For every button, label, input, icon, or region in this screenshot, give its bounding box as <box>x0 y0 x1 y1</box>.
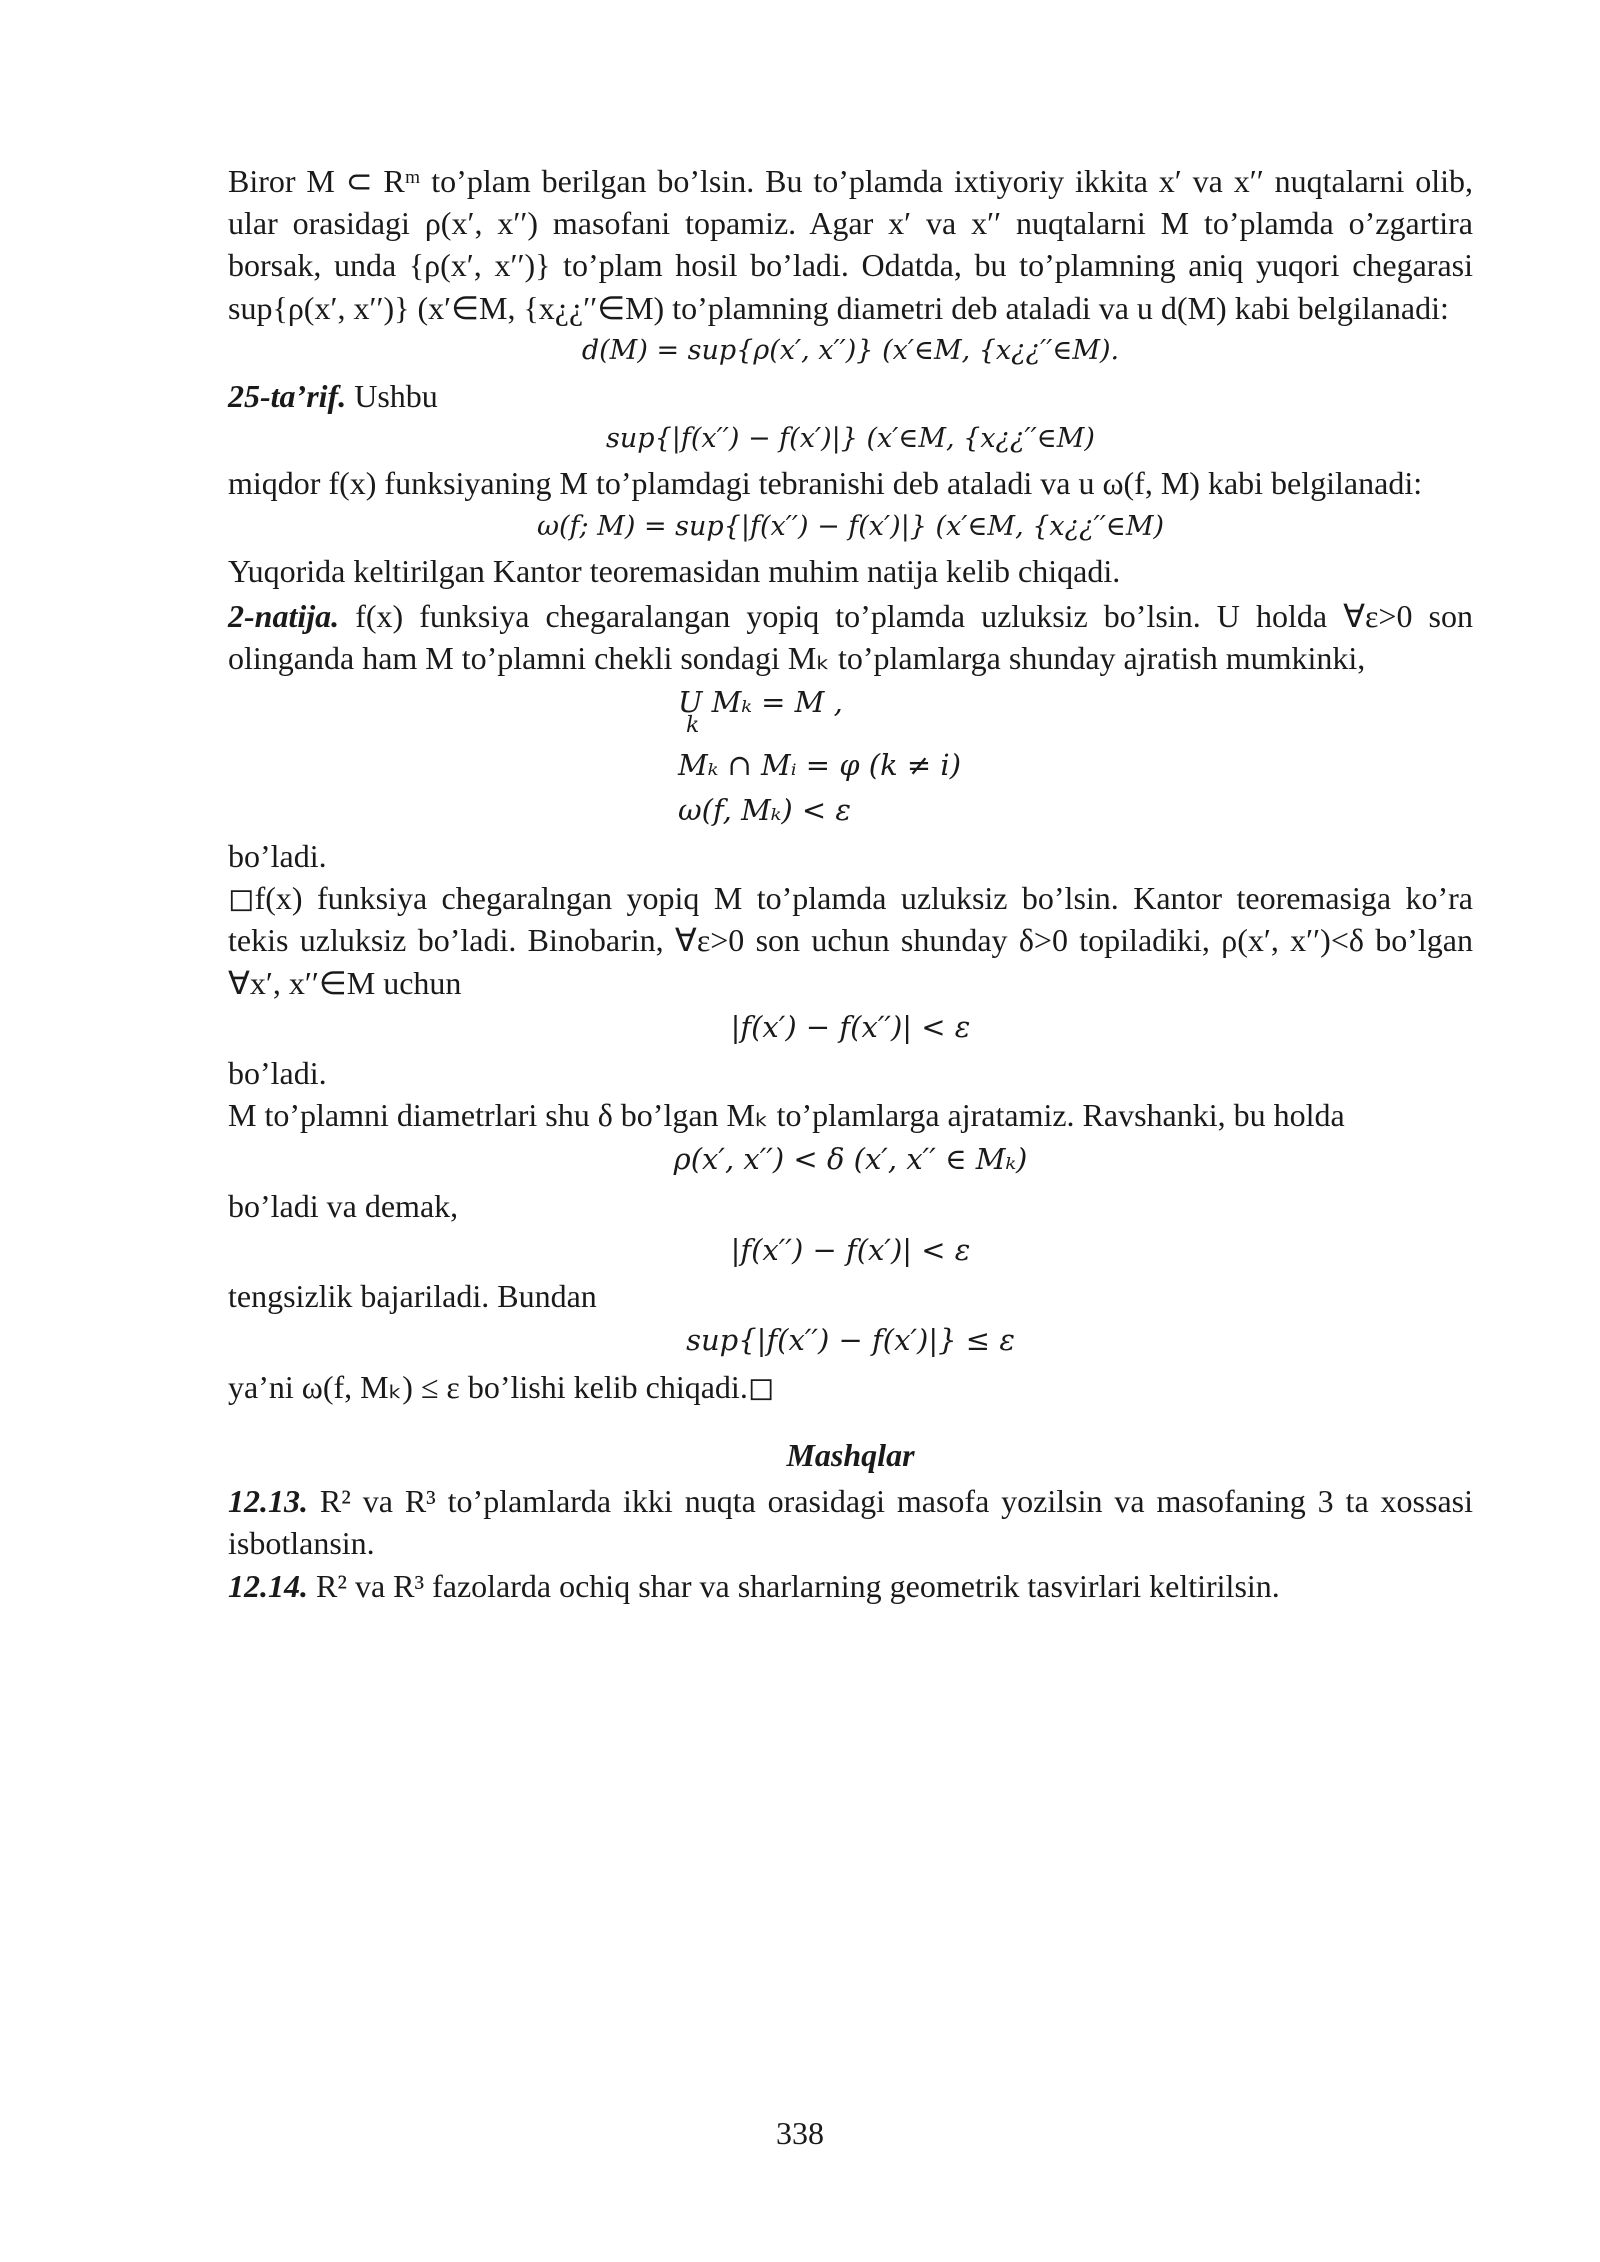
formula-oscillation-bound: ω(f, Mₖ) < ε <box>678 792 851 827</box>
formula-difference-bound: |f(x′′) − f(x′)| < ε <box>730 1232 971 1267</box>
formula-disjoint: Mₖ ∩ Mᵢ = φ (k ≠ i) <box>678 748 962 783</box>
formula-distance-bound: ρ(x′, x′′) < δ (x′, x′′ ∈ Mₖ) <box>673 1142 1028 1177</box>
formula-oscillation: ω(f; M) = sup{|f(x′′) − f(x′)|} (x′∈M, {x¿¿′′∈M) <box>536 510 1165 542</box>
paragraph-conclusion: ya’ni ω(f, Mₖ) ≤ ε bo’lishi kelib chiqadi.◻ <box>228 1368 775 1405</box>
paragraph-proof-start: ◻f(x) funksiya chegaralngan yopiq M to’plamda uzluksiz bo’lsin. Kantor teoremasiga ko’ra tekis uzluksiz bo’ladi. Binobarin, ∀ε>0 son uchun shunday δ>0 topiladiki, ρ(x′, x′′)<δ bo’lgan ∀x′, x′′∈M uchun <box>228 880 1473 1001</box>
page-number: 338 <box>776 2115 824 2151</box>
corollary-label: 2-natija. <box>228 597 340 634</box>
definition-25 <box>228 375 1473 417</box>
exercise-12-13 <box>228 1480 1473 1564</box>
paragraph-tengsizlik: tengsizlik bajariladi. Bundan <box>228 1278 597 1315</box>
paragraph-partition: M to’plamni diametrlari shu δ bo’lgan Mₖ to’plamlarga ajratamiz. Ravshanki, bu holda <box>228 1097 1345 1134</box>
paragraph-diameter-intro: Biror M ⊂ Rᵐ to’plam berilgan bo’lsin. Bu to’plamda ixtiyoriy ikkita x′ va x′′ nuqtalarni olib, ular orasidagi ρ(x′, x′′) masofani topamiz. Agar x′ va x′′ nuqtalarni M to’plamda o’zgartira borsak, unda {ρ(x′, x′′)} to’plam hosil bo’ladi. Odatda, bu to’plamning aniq yuqori chegarasi sup{ρ(x′, x′′)} (x′∈M, {x¿¿′′∈M) to’plamning diametri deb ataladi va u d(M) kabi belgilanadi: <box>228 163 1473 326</box>
exercise-text: R² va R³ fazolarda ochiq shar va sharlarning geometrik tasvirlari keltirilsin. <box>308 1567 1280 1604</box>
definition-label: 25-ta’rif. <box>228 377 347 414</box>
paragraph-boladi-2: bo’ladi. <box>228 1055 327 1092</box>
formula-diameter: d(M) = sup{ρ(x′, x′′)} (x′∈M, {x¿¿′′∈M). <box>581 334 1120 366</box>
exercise-12-14 <box>228 1565 1473 1607</box>
paragraph-boladi-1: bo’ladi. <box>228 837 327 874</box>
exercise-label: 12.14. <box>228 1567 308 1604</box>
exercise-text: R² va R³ to’plamlarda ikki nuqta orasidagi masofa yozilsin va masofaning 3 ta xossasi isbotlansin. <box>228 1483 1473 1562</box>
paragraph-kantor: Yuqorida keltirilgan Kantor teoremasidan muhim natija kelib chiqadi. <box>228 553 1121 590</box>
formula-uniform-continuity: |f(x′) − f(x′′)| < ε <box>730 1009 971 1044</box>
paragraph-oscillation: miqdor f(x) funksiyaning M to’plamdagi tebranishi deb ataladi va u ω(f, M) kabi belgilanadi: <box>228 465 1423 502</box>
exercise-label: 12.13. <box>228 1483 308 1520</box>
formula-union-subscript: k <box>686 713 700 739</box>
page-content <box>228 160 1473 1607</box>
paragraph-demak: bo’ladi va demak, <box>228 1187 459 1224</box>
corollary-text: f(x) funksiya chegaralangan yopiq to’plamda uzluksiz bo’lsin. U holda ∀ε>0 son olinganda ham M to’plamni chekli sondagi Mₖ to’plamlarga shunday ajratish mumkinki, <box>228 597 1473 676</box>
corollary-2 <box>228 595 1473 679</box>
section-heading-mashqlar: Mashqlar <box>786 1436 915 1473</box>
definition-text: Ushbu <box>346 377 438 414</box>
formula-oscillation-sup: sup{|f(x′′) − f(x′)|} (x′∈M, {x¿¿′′∈M) <box>606 422 1095 454</box>
formula-sup-bound: sup{|f(x′′) − f(x′)|} ≤ ε <box>686 1323 1015 1358</box>
formula-union: U Mₖ = M , <box>678 684 843 719</box>
